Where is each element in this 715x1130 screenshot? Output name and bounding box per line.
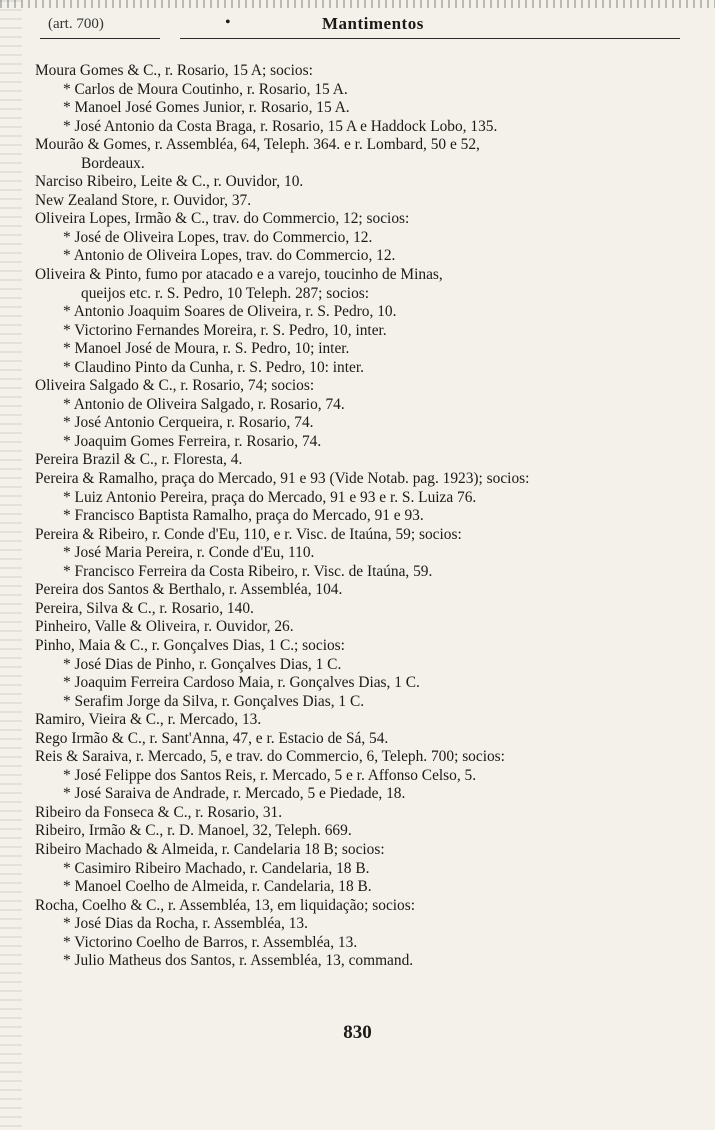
section-title: Mantimentos bbox=[322, 14, 424, 33]
firm-line: Pereira, Silva & C., r. Rosario, 140. bbox=[35, 599, 254, 617]
partner-line: * Julio Matheus dos Santos, r. Assembléa, 13, command. bbox=[63, 952, 414, 970]
continuation-line: queijos etc. r. S. Pedro, 10 Teleph. 287; socios: bbox=[81, 284, 370, 302]
firm-line: Narciso Ribeiro, Leite & C., r. Ouvidor, 10. bbox=[35, 173, 304, 191]
firm-line: Rego Irmão & C., r. Sant'Anna, 47, e r. Estacio de Sá, 54. bbox=[35, 729, 389, 747]
partner-line: * José Felippe dos Santos Reis, r. Mercado, 5 e r. Affonso Celso, 5. bbox=[63, 766, 477, 784]
firm-line: Moura Gomes & C., r. Rosario, 15 A; socios: bbox=[35, 62, 313, 79]
header-rule-left bbox=[40, 38, 160, 39]
firm-line: New Zealand Store, r. Ouvidor, 37. bbox=[35, 191, 252, 209]
header-dot: • bbox=[225, 14, 231, 31]
partner-line: * Francisco Ferreira da Costa Ribeiro, r. Visc. de Itaúna, 59. bbox=[63, 562, 433, 580]
partner-line: * Antonio de Oliveira Lopes, trav. do Commercio, 12. bbox=[63, 247, 396, 265]
page-number: 830 bbox=[343, 1022, 372, 1043]
partner-line: * Claudino Pinto da Cunha, r. S. Pedro, 10: inter. bbox=[63, 358, 364, 376]
firm-line: Ramiro, Vieira & C., r. Mercado, 13. bbox=[35, 711, 262, 729]
partner-line: * Casimiro Ribeiro Machado, r. Candelaria, 18 B. bbox=[63, 859, 370, 877]
firm-line: Ribeiro, Irmão & C., r. D. Manoel, 32, Teleph. 669. bbox=[35, 822, 352, 840]
header-rule-right bbox=[180, 38, 680, 39]
partner-line: * José Antonio Cerqueira, r. Rosario, 74. bbox=[63, 414, 314, 432]
partner-line: * Antonio de Oliveira Salgado, r. Rosario, 74. bbox=[63, 395, 345, 413]
firm-line: Pereira & Ribeiro, r. Conde d'Eu, 110, e r. Visc. de Itaúna, 59; socios: bbox=[35, 525, 462, 543]
partner-line: * Luiz Antonio Pereira, praça do Mercado, 91 e 93 e r. S. Luiza 76. bbox=[63, 488, 477, 506]
partner-line: * José Antonio da Costa Braga, r. Rosario, 15 A e Haddock Lobo, 135. bbox=[63, 117, 498, 135]
partner-line: * Antonio Joaquim Soares de Oliveira, r. S. Pedro, 10. bbox=[63, 303, 397, 321]
partner-line: * Carlos de Moura Coutinho, r. Rosario, 15 A. bbox=[63, 80, 348, 98]
page-edge-left bbox=[0, 0, 22, 1130]
partner-line: * José de Oliveira Lopes, trav. do Commercio, 12. bbox=[63, 228, 373, 246]
partner-line: * José Saraiva de Andrade, r. Mercado, 5 e Piedade, 18. bbox=[63, 785, 406, 803]
partner-line: * Serafim Jorge da Silva, r. Gonçalves Dias, 1 C. bbox=[63, 692, 365, 710]
partner-line: * Joaquim Ferreira Cardoso Maia, r. Gonçalves Dias, 1 C. bbox=[63, 674, 420, 692]
partner-line: * Manoel José de Moura, r. S. Pedro, 10; inter. bbox=[63, 340, 350, 358]
directory-entries bbox=[35, 62, 675, 971]
partner-line: * Manoel José Gomes Junior, r. Rosario, 15 A. bbox=[63, 99, 350, 117]
partner-line: * Francisco Baptista Ramalho, praça do Mercado, 91 e 93. bbox=[63, 507, 424, 525]
article-code: (art. 700) bbox=[48, 16, 104, 32]
partner-line: * José Dias da Rocha, r. Assembléa, 13. bbox=[63, 915, 308, 933]
firm-line: Ribeiro Machado & Almeida, r. Candelaria 18 B; socios: bbox=[35, 840, 385, 858]
firm-line: Reis & Saraiva, r. Mercado, 5, e trav. do Commercio, 6, Teleph. 700; socios: bbox=[35, 748, 505, 766]
firm-line: Pereira dos Santos & Berthalo, r. Assembléa, 104. bbox=[35, 581, 343, 599]
firm-line: Rocha, Coelho & C., r. Assembléa, 13, em liquidação; socios: bbox=[35, 896, 416, 914]
firm-line: Pinho, Maia & C., r. Gonçalves Dias, 1 C.; socios: bbox=[35, 636, 345, 654]
firm-line: Ribeiro da Fonseca & C., r. Rosario, 31. bbox=[35, 803, 283, 821]
partner-line: * José Maria Pereira, r. Conde d'Eu, 110. bbox=[63, 544, 315, 562]
partner-line: * Victorino Coelho de Barros, r. Assembléa, 13. bbox=[63, 933, 358, 951]
partner-line: * José Dias de Pinho, r. Gonçalves Dias, 1 C. bbox=[63, 655, 342, 673]
partner-line: * Manoel Coelho de Almeida, r. Candelaria, 18 B. bbox=[63, 878, 372, 896]
firm-line: Pereira Brazil & C., r. Floresta, 4. bbox=[35, 451, 243, 469]
firm-line: Oliveira Salgado & C., r. Rosario, 74; socios: bbox=[35, 377, 315, 395]
partner-line: * Victorino Fernandes Moreira, r. S. Pedro, 10, inter. bbox=[63, 321, 387, 339]
page-edge-top bbox=[0, 0, 715, 8]
firm-line: Oliveira & Pinto, fumo por atacado e a varejo, toucinho de Minas, bbox=[35, 266, 443, 284]
firm-line: Pinheiro, Valle & Oliveira, r. Ouvidor, 26. bbox=[35, 618, 294, 636]
continuation-line: Bordeaux. bbox=[81, 154, 145, 172]
firm-line: Mourão & Gomes, r. Assembléa, 64, Teleph. 364. e r. Lombard, 50 e 52, bbox=[35, 136, 480, 154]
firm-line: Pereira & Ramalho, praça do Mercado, 91 e 93 (Vide Notab. pag. 1923); socios: bbox=[35, 470, 530, 488]
firm-line: Oliveira Lopes, Irmão & C., trav. do Commercio, 12; socios: bbox=[35, 210, 410, 228]
partner-line: * Joaquim Gomes Ferreira, r. Rosario, 74. bbox=[63, 432, 322, 450]
page-header bbox=[40, 12, 680, 42]
